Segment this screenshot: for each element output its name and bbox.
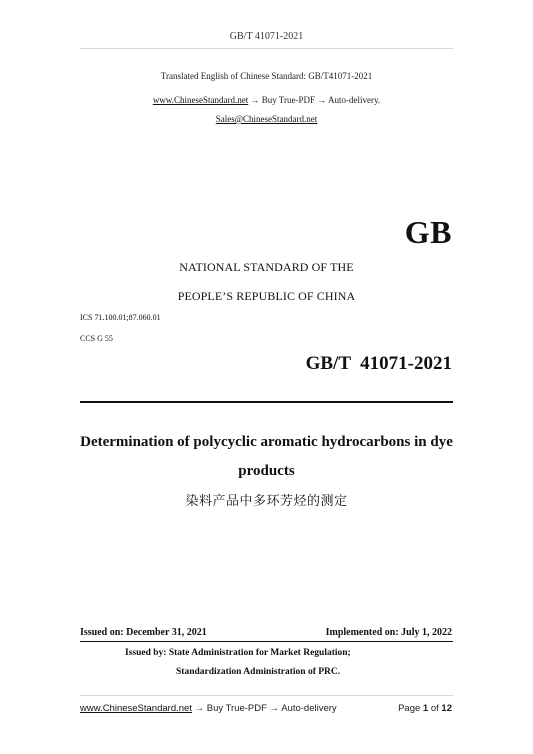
arrow-icon: → [248,95,262,105]
header-divider [80,48,453,49]
title-english-line-1: Determination of polycyclic aromatic hydrocarbons in dye [80,434,453,450]
arrow-icon: → [266,703,282,714]
page-label: Page [398,703,421,714]
page-current: 1 [422,703,429,714]
title-divider [80,401,453,403]
page-total: 12 [441,703,452,714]
arrow-icon: → [315,95,329,105]
national-standard-line-1: NATIONAL STANDARD OF THE [179,260,354,274]
site-link[interactable]: www.ChineseStandard.net [152,95,249,105]
auto-delivery-text: Auto-delivery. [328,95,381,105]
email-line [0,114,533,124]
ccs-code: CCS G 55 [80,334,113,343]
buy-true-pdf-text: Buy True-PDF [261,95,315,105]
issued-by-line-1: Issued by: State Administration for Market Regulation; [125,648,351,658]
ics-code: ICS 71.100.01;87.060.01 [80,313,161,322]
title-english-line-2: products [238,463,295,479]
header-document-id: GB/T 41071-2021 [229,31,304,42]
standard-number: GB/T 41071-2021 [305,353,452,374]
footer-buy-true-pdf-text: Buy True-PDF [206,703,267,714]
translated-note: Translated English of Chinese Standard: GB/T41071-2021 [160,71,373,81]
sales-email-link[interactable]: Sales@ChineseStandard.net [215,114,318,124]
gb-mark: GB [404,214,452,250]
page-indicator [398,703,452,714]
issued-by-line-2: Standardization Administration of PRC. [176,667,341,677]
title-chinese: 染料产品中多环芳烃的测定 [185,494,348,509]
arrow-icon: → [191,703,207,714]
implemented-on-date: Implemented on: July 1, 2022 [325,627,452,638]
national-standard-line-2: PEOPLE’S REPUBLIC OF CHINA [177,289,356,303]
page-of-label: of [430,703,439,714]
promo-line [0,95,533,105]
footer-auto-delivery-text: Auto-delivery [281,703,337,714]
footer-promo [80,703,337,714]
footer-site-link[interactable]: www.ChineseStandard.net [80,703,192,714]
issue-divider [80,641,453,642]
footer-divider [80,695,453,696]
issued-on-date: Issued on: December 31, 2021 [80,627,207,638]
